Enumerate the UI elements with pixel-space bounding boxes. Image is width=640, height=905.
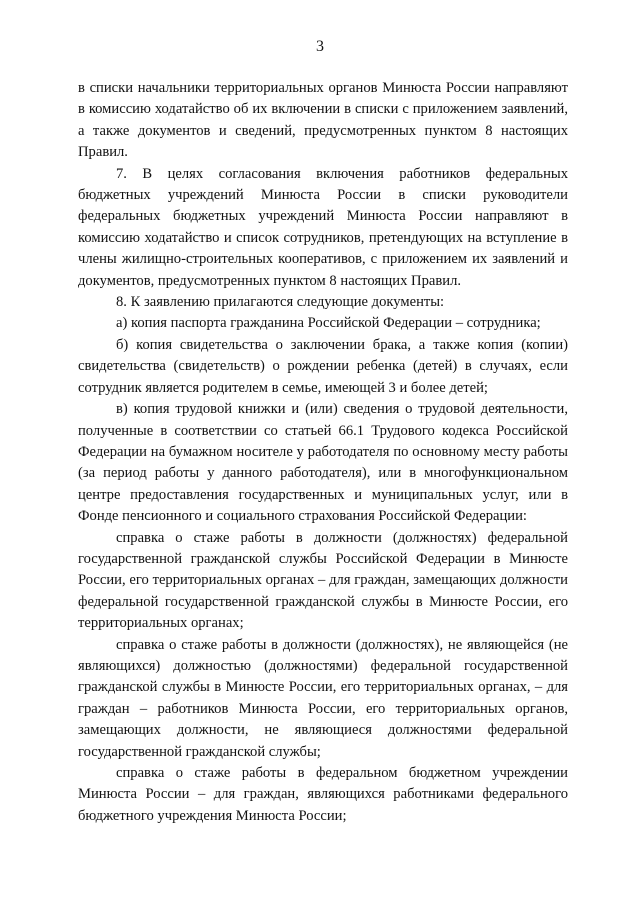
subitem-v: в) копия трудовой книжки и (или) сведения о трудовой деятельности, полученные в соответствии со статьей 66.1 Трудового кодекса Российской Федерации на бумажном носителе у работодателя по основному месту работы (за период работы у данного работодателя), или в многофункциональном центре предоставления государственных и муниципальных услуг, или в Фонде пенсионного и социального страхования Российской Федерации:: [78, 401, 568, 525]
paragraph-item-7: 7. В целях согласования включения работников федеральных бюджетных учреждений Минюста России в списки руководители федеральных бюджетных учреждений Минюста России направляют в комиссию ходатайство и список сотрудников, претендующих на вступление в члены жилищно-строительных кооперативов, с приложением их заявлений и документов, предусмотренных пунктом 8 настоящих Правил.: [78, 165, 568, 289]
paragraph-continuation: в списки начальники территориальных органов Минюста России направляют в комиссию ходатайство об их включении в списки с приложением заявлений, а также документов и сведений, предусмотренных пунктом 8 настоящих Правил.: [78, 80, 568, 161]
paragraph-item-8: 8. К заявлению прилагаются следующие документы:: [116, 294, 445, 311]
subitem-b: б) копия свидетельства о заключении брака, а также копия (копии) свидетельства (свидетельств) о рождении ребенка (детей) в случаях, если сотрудник является родителем в семье, имеющей 3 и более детей;: [78, 336, 568, 396]
certificate-civil-service: справка о стаже работы в должности (должностях) федеральной государственной гражданской службы Российской Федерации в Минюсте России, его территориальных органах – для граждан, замещающих должности федеральной государственной гражданской службы в Минюсте России, его территориальных органах;: [78, 529, 568, 632]
subitem-a: а) копия паспорта гражданина Российской Федерации – сотрудника;: [116, 315, 541, 332]
document-body: [78, 78, 568, 827]
page-number: 3: [316, 38, 324, 55]
certificate-non-civil-service: справка о стаже работы в должности (должностях), не являющейся (не являющихся) должностью (должностями) федеральной государственной гражданской службы в Минюсте России, его территориальных органах, – для граждан – работников Минюста России, его территориальных органов, замещающих должности, не являющиеся должностями федеральной государственной гражданской службы;: [78, 636, 568, 760]
certificate-budget-institution: справка о стаже работы в федеральном бюджетном учреждении Минюста России – для граждан, являющихся работниками федерального бюджетного учреждения Минюста России;: [78, 765, 568, 824]
